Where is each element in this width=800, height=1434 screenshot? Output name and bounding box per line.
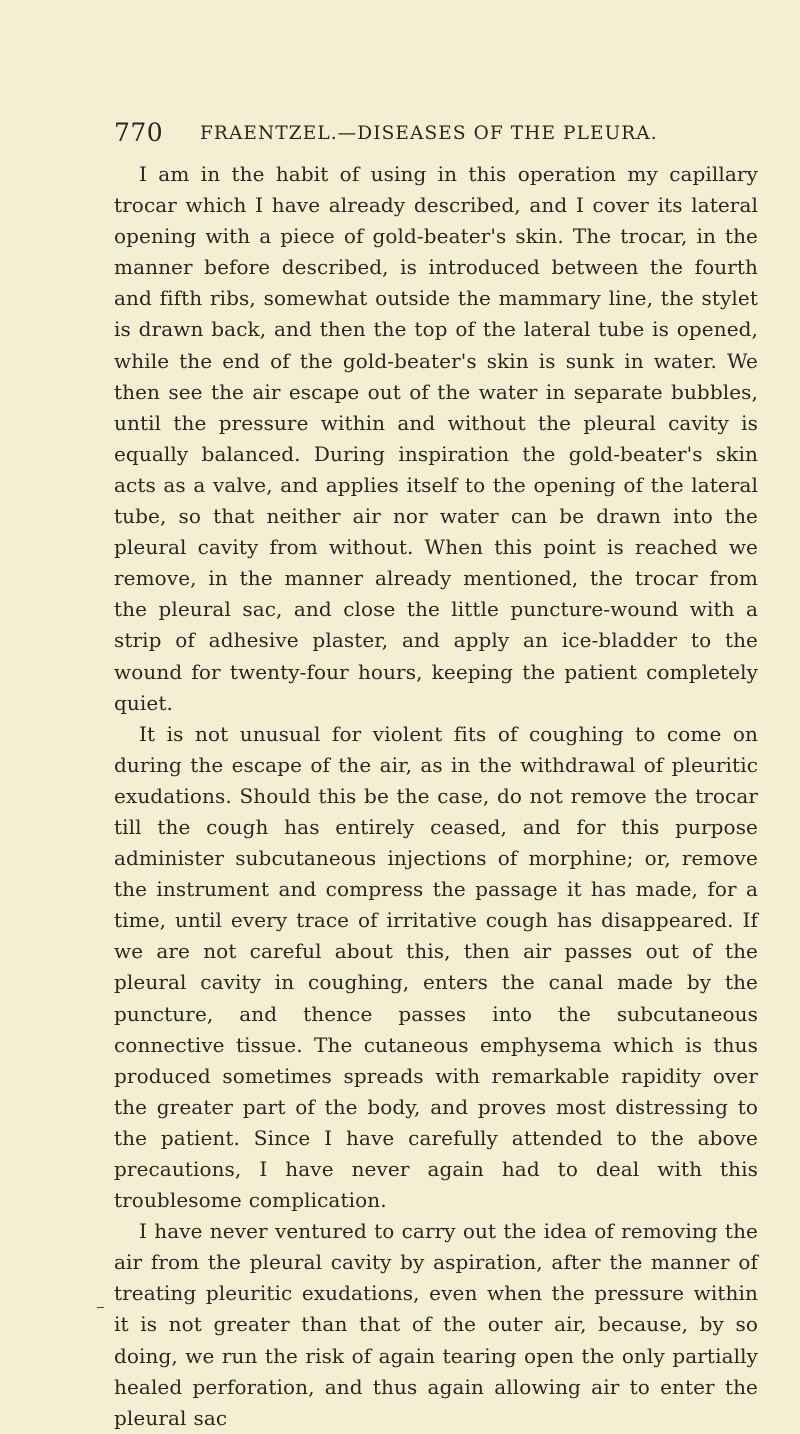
paragraph: I am in the habit of using in this operation my capillary trocar which I have already described, and I cover its lateral opening with a piece of gold-beater's skin. The trocar, in the manner before described, is introduced between the fourth and fifth ribs, somewhat outside the mammary line, the stylet is drawn back, and then the top of the lateral tube is opened, while the end of the gold-beater's skin is sunk in water. We then see the air escape out of the water in separate bubbles, until the pressure within and without the pleural cavity is equally balanced. During inspiration the gold-beater's skin acts as a valve, and applies itself to the opening of the lateral tube, so that neither air nor water can be drawn into the pleural cavity from without. When this point is reached we remove, in the manner already mentioned, the trocar from the pleural sac, and close the little puncture-wound with a strip of adhesive plaster, and apply an ice-bladder to the wound for twenty-four hours, keeping the patient completely quiet. xyxy=(114,162,758,715)
page-number: 770 xyxy=(114,118,164,147)
margin-mark xyxy=(97,1307,104,1308)
paragraph: I have never ventured to carry out the idea of removing the air from the pleural cavity by aspiration, after the manner of treating pleuritic exudations, even when the pressure within it is not greater than that of the outer air, because, by so doing, we run the risk of again tearing open the only partially healed perforation, and thus again allowing air to enter the pleural sac xyxy=(114,1219,758,1430)
running-title: FRAENTZEL.—DISEASES OF THE PLEURA. xyxy=(200,123,658,144)
page-header xyxy=(114,118,754,148)
paragraph: It is not unusual for violent fits of coughing to come on during the escape of the air, as in the withdrawal of pleuritic exudations. Should this be the case, do not remove the trocar till the cough has entirely ceased, and for this purpose administer subcutaneous injections of morphine; or, remove the instrument and compress the passage it has made, for a time, until every trace of irritative cough has disappeared. If we are not careful about this, then air passes out of the pleural cavity in coughing, enters the canal made by the puncture, and thence passes into the subcutaneous connective tissue. The cutaneous emphysema which is thus produced sometimes spreads with remarkable rapidity over the greater part of the body, and proves most distressing to the patient. Since I have carefully attended to the above precautions, I have never again had to deal with this troublesome complication. xyxy=(114,721,758,1213)
body-text xyxy=(114,159,758,1434)
